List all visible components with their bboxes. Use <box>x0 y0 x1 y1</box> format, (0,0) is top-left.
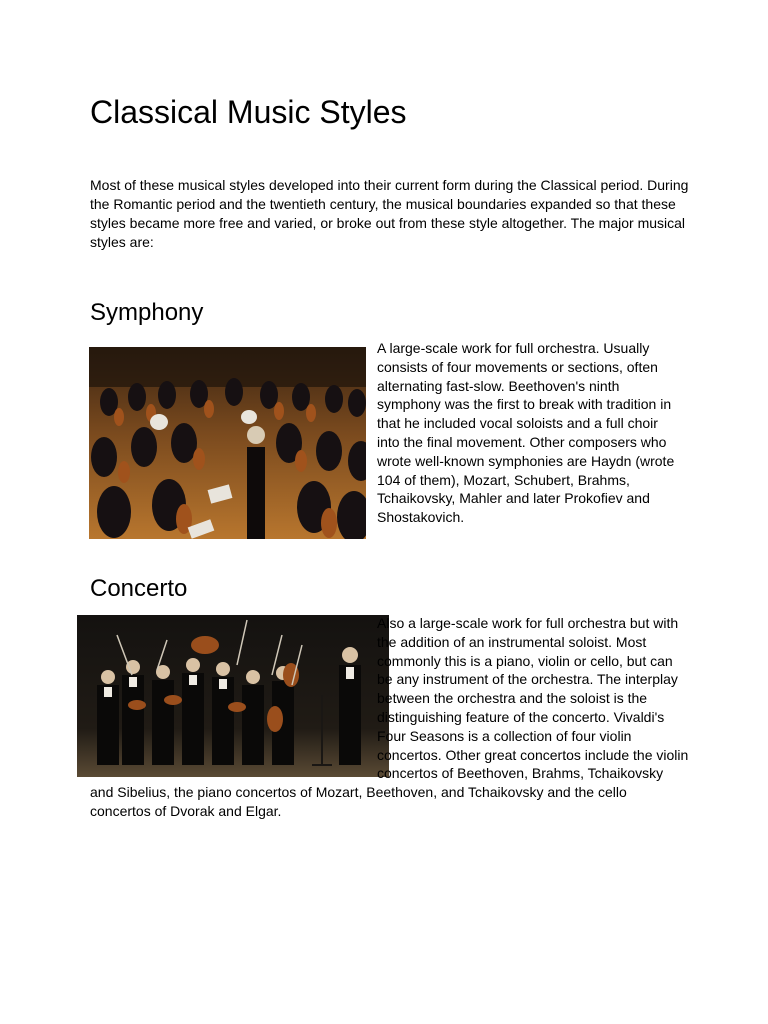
page-title: Classical Music Styles <box>90 94 407 130</box>
symphony-orchestra-photo <box>89 347 366 539</box>
concerto-description-text: Also a large-scale work for full orchestra but with the addition of an instrumental soloist. Most commonly this is a piano, violin or cello, but can be any instrument of the orchestra. The interplay between the orchestra and the soloist is the distinguishing feature of the concerto. Vivaldi's Four Seasons is a collection of four violin concertos. Other great concertos include the violin concertos of Beethoven, Brahms, Tchaikovsky and Sibelius, the piano concertos of Mozart, Beethoven, and Tchaikovsky and the cello concertos of Dvorak and Elgar. <box>90 615 689 819</box>
symphony-description: A large-scale work for full orchestra. Usually consists of four movements or sections, often alternating fast-slow. Beethoven's ninth symphony was the first to break with tradition in that he included vocal soloists and a full choir into the final movement. Other composers who wrote well-known symphonies are Haydn (wrote 104 of them), Mozart, Schubert, Brahms, Tchaikovsky, Mahler and later Prokofiev and Shostakovich. <box>377 340 675 526</box>
symphony-heading: Symphony <box>90 299 204 326</box>
intro-paragraph: Most of these musical styles developed into their current form during the Classical period. During the Romantic period and the twentieth century, the musical boundaries expanded so that these styles became more free and varied, or broke out from these style altogether. The major musical styles are: <box>90 177 689 250</box>
concerto-description <box>90 614 690 821</box>
image-float-spacer <box>77 614 377 780</box>
concerto-heading: Concerto <box>90 575 188 602</box>
